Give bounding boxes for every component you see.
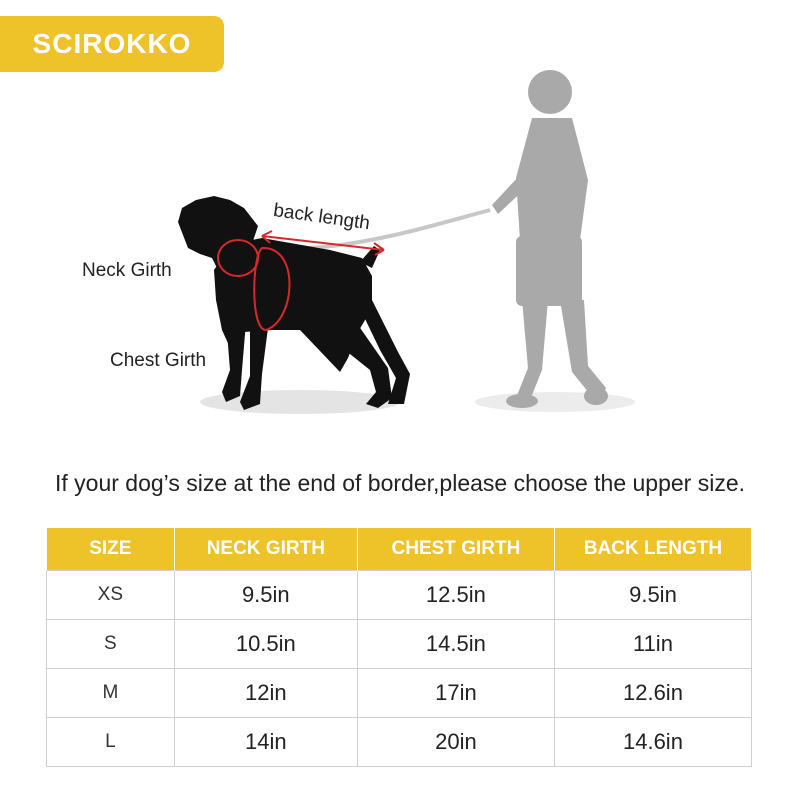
size-cell: XS — [47, 571, 175, 620]
back-length-cell: 9.5in — [554, 571, 751, 620]
back-length-cell: 12.6in — [554, 669, 751, 718]
person-shadow — [475, 392, 635, 412]
header-size: SIZE — [47, 528, 175, 571]
back-length-cell: 11in — [554, 620, 751, 669]
back-length-label: back length — [272, 200, 372, 235]
table-row — [47, 669, 752, 718]
table-row — [47, 620, 752, 669]
table-row — [47, 571, 752, 620]
header-back-length: BACK LENGTH — [554, 528, 751, 571]
size-chart-table — [46, 528, 752, 767]
neck-girth-cell: 9.5in — [174, 571, 357, 620]
brand-badge: SCIROKKO — [0, 16, 224, 72]
chest-girth-cell: 17in — [357, 669, 554, 718]
neck-girth-cell: 14in — [174, 718, 357, 767]
size-cell: M — [47, 669, 175, 718]
sizing-note: If your dog’s size at the end of border,please choose the upper size. — [54, 470, 746, 496]
chest-girth-cell: 20in — [357, 718, 554, 767]
size-cell: L — [47, 718, 175, 767]
chest-girth-cell: 12.5in — [357, 571, 554, 620]
chest-girth-cell: 14.5in — [357, 620, 554, 669]
neck-girth-cell: 12in — [174, 669, 357, 718]
neck-girth-cell: 10.5in — [174, 620, 357, 669]
neck-girth-label: Neck Girth — [82, 260, 172, 281]
back-length-cell: 14.6in — [554, 718, 751, 767]
person-silhouette — [492, 70, 608, 408]
header-chest-girth: CHEST GIRTH — [357, 528, 554, 571]
chest-girth-label: Chest Girth — [110, 350, 207, 371]
table-header-row — [47, 528, 752, 571]
table-row — [47, 718, 752, 767]
header-neck-girth: NECK GIRTH — [174, 528, 357, 571]
size-cell: S — [47, 620, 175, 669]
dog-silhouette — [178, 196, 410, 410]
